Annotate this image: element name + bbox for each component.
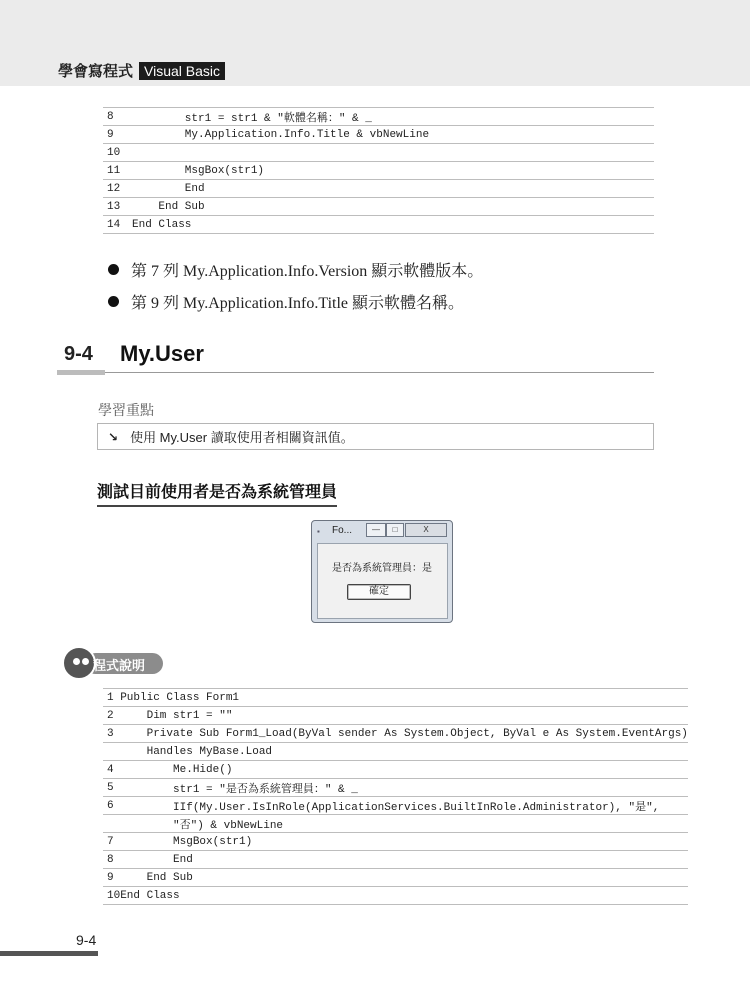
page-number: 9-4 (76, 932, 97, 948)
line-number (103, 743, 120, 761)
line-number: 9 (103, 869, 120, 887)
code-line (103, 707, 688, 725)
code-text: Private Sub Form1_Load(ByVal sender As System.Object, ByVal e As System.EventArgs) (120, 725, 688, 743)
code-line (103, 144, 654, 162)
arrow-icon: ↘ (108, 429, 119, 444)
code-line (103, 869, 688, 887)
section-title: My.User (120, 341, 204, 366)
book-title-text: 學會寫程式 (58, 63, 134, 80)
dialog-message: 是否為系統管理員：是 (332, 563, 432, 574)
bullet-dot (108, 296, 119, 307)
code-text: str1 = str1 & "軟體名稱：" & _ (132, 108, 654, 126)
code-line (103, 126, 654, 144)
code-listing-top (103, 107, 654, 234)
learning-focus-box (97, 423, 654, 450)
badge-label: 程式說明 (93, 658, 146, 673)
code-listing-bottom (103, 688, 688, 905)
code-line (103, 689, 688, 707)
book-title (58, 60, 225, 81)
line-number: 8 (103, 108, 132, 126)
maximize-button[interactable]: □ (386, 523, 404, 537)
line-number: 3 (103, 725, 120, 743)
code-text: str1 = "是否為系統管理員：" & _ (120, 779, 688, 797)
code-line (103, 797, 688, 815)
line-number: 2 (103, 707, 120, 725)
code-text: End Sub (120, 869, 688, 887)
code-text: MsgBox(str1) (132, 162, 654, 180)
ok-button[interactable]: 確定 (347, 584, 411, 600)
line-number: 5 (103, 779, 120, 797)
code-line (103, 815, 688, 833)
bullet-item (108, 290, 464, 313)
code-text: End (120, 851, 688, 869)
dialog-titlebar (312, 521, 452, 541)
line-number: 4 (103, 761, 120, 779)
code-line (103, 725, 688, 743)
line-number: 10 (103, 144, 132, 162)
line-number: 1 (103, 689, 120, 707)
dialog-title: Fo... (332, 525, 353, 536)
code-line (103, 743, 688, 761)
code-text: Me.Hide() (120, 761, 688, 779)
line-number: 9 (103, 126, 132, 144)
code-text: End Class (132, 216, 654, 234)
bullet-item (108, 258, 483, 281)
line-number (103, 815, 120, 833)
line-number: 7 (103, 833, 120, 851)
code-text: Dim str1 = "" (120, 707, 688, 725)
code-text: End Sub (132, 198, 654, 216)
close-button[interactable]: X (405, 523, 447, 537)
code-text: End Class (120, 887, 688, 905)
code-text: Handles MyBase.Load (120, 743, 688, 761)
message-box-screenshot (311, 520, 453, 623)
code-line (103, 851, 688, 869)
line-number: 6 (103, 797, 120, 815)
line-number: 10 (103, 887, 120, 905)
bullet-dot (108, 264, 119, 275)
code-line (103, 833, 688, 851)
code-text: MsgBox(str1) (120, 833, 688, 851)
code-line (103, 180, 654, 198)
form-icon: ▪ (317, 527, 320, 536)
subsection-title: 測試目前使用者是否為系統管理員 (97, 479, 337, 507)
code-line (103, 198, 654, 216)
code-line (103, 779, 688, 797)
line-number: 11 (103, 162, 132, 180)
code-text: "否") & vbNewLine (120, 815, 688, 833)
book-tag: Visual Basic (139, 62, 225, 80)
section-rule (57, 372, 654, 373)
page-number-bar (0, 951, 98, 956)
line-number: 14 (103, 216, 132, 234)
code-text: End (132, 180, 654, 198)
code-text (132, 144, 654, 162)
code-line (103, 162, 654, 180)
code-line (103, 887, 688, 905)
code-line (103, 216, 654, 234)
line-number: 12 (103, 180, 132, 198)
code-text: IIf(My.User.IsInRole(ApplicationServices.BuiltInRole.Administrator), "是", (120, 797, 688, 815)
code-line (103, 761, 688, 779)
learning-focus-title: 學習重點 (98, 402, 154, 418)
program-explanation-badge (60, 646, 170, 680)
bullet-text: 第 7 列 My.Application.Info.Version 顯示軟體版本。 (131, 263, 484, 280)
code-line (103, 108, 654, 126)
section-rule-accent (57, 370, 105, 375)
code-text: Public Class Form1 (120, 689, 688, 707)
dialog-client (317, 543, 448, 619)
line-number: 13 (103, 198, 132, 216)
code-text: My.Application.Info.Title & vbNewLine (132, 126, 654, 144)
section-number: 9-4 (64, 343, 93, 365)
mascot-icon (62, 646, 96, 680)
minimize-button[interactable]: — (366, 523, 386, 537)
bullet-text: 第 9 列 My.Application.Info.Title 顯示軟體名稱。 (131, 295, 465, 312)
line-number: 8 (103, 851, 120, 869)
learning-focus-item: 使用 My.User 讀取使用者相關資訊值。 (130, 430, 354, 445)
